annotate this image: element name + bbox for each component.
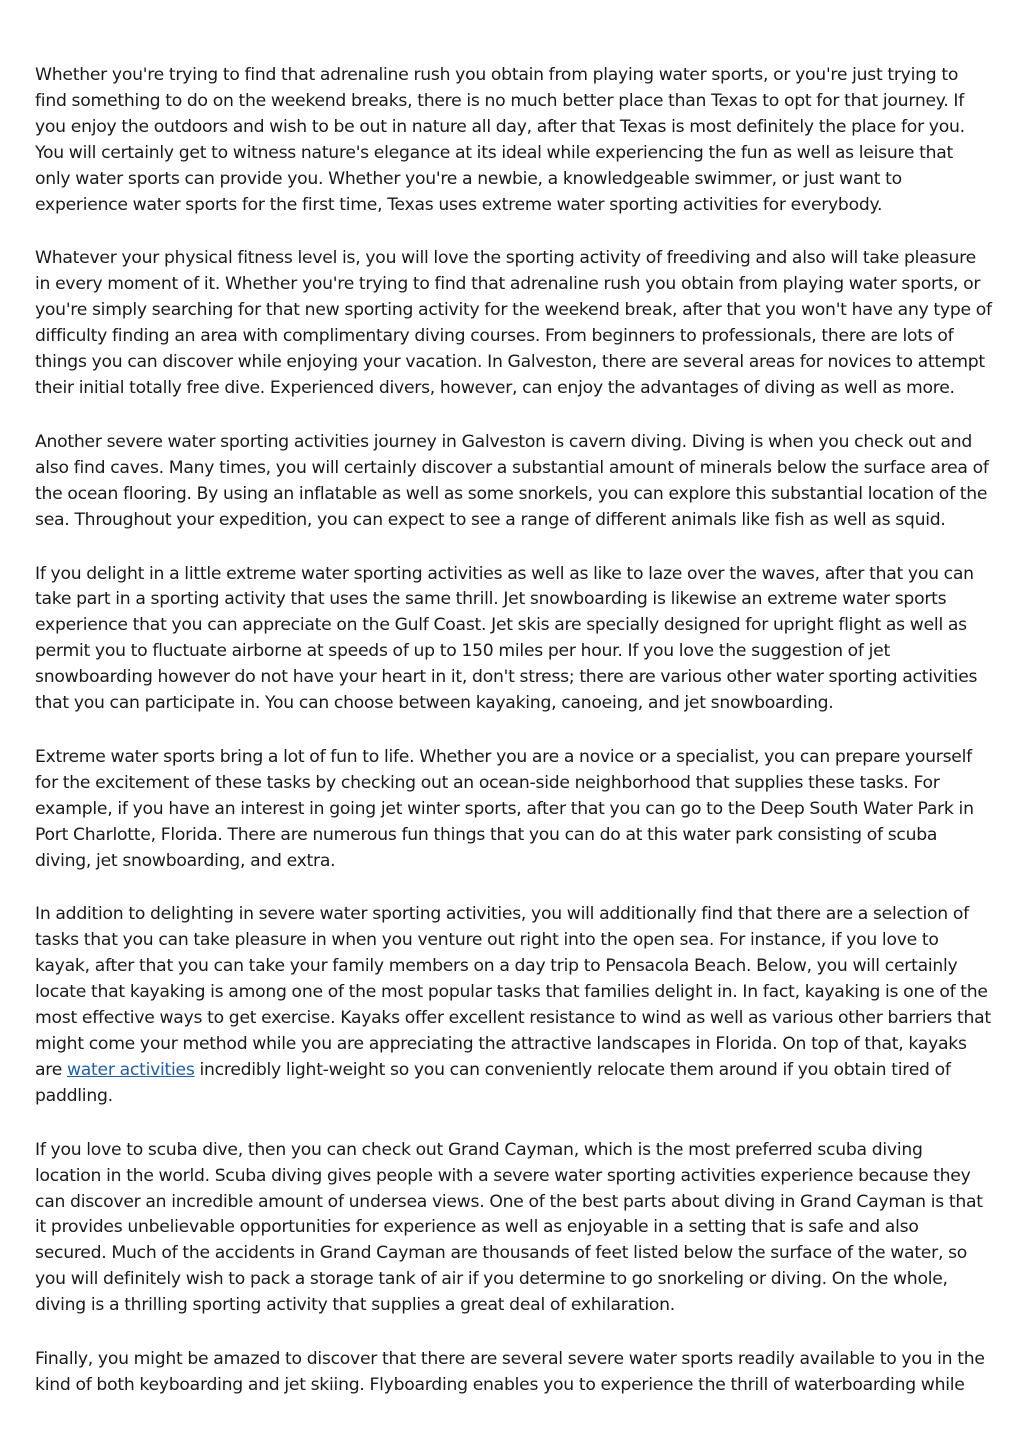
water-activities-link[interactable]: water activities bbox=[66, 1059, 195, 1080]
paragraph-6-text-after-link: incredibly light-weight so you can conveniently relocate them around if you obtain tired of paddling. bbox=[35, 1059, 951, 1106]
paragraph-1: Whether you're trying to find that adrenaline rush you obtain from playing water sports, or you're just trying to find something to do on the weekend breaks, there is no much better place than Texas to opt for that journey. If you enjoy the outdoors and wish to be out in nature all day, after that Texas is most definitely the place for you. You will certainly get to witness nature's elegance at its ideal while experiencing the fun as well as leisure that only water sports can provide you. Whether you're a newbie, a knowledgeable swimmer, or just want to experience water sports for the first time, Texas uses extreme water sporting activities for everybody. bbox=[35, 65, 965, 215]
paragraph-3: Another severe water sporting activities journey in Galveston is cavern diving. Diving is when you check out and also find caves. Many times, you will certainly discover a substantial amount of minerals below the surface area of the ocean flooring. By using an inflatable as well as some snorkels, you can explore this substantial location of the sea. Throughout your expedition, you can expect to see a range of different animals like fish as well as squid. bbox=[35, 431, 989, 530]
paragraph-4: If you delight in a little extreme water sporting activities as well as like to laze over the waves, after that you can take part in a sporting activity that uses the same thrill. Jet snowboarding is likewise an extreme water sports experience that you can appreciate on the Gulf Coast. Jet skis are specially designed for upright flight as well as permit you to fluctuate airborne at speeds of up to 150 miles per hour. If you love the suggestion of jet snowboarding however do not have your heart in it, don't stress; there are various other water sporting activities that you can participate in. You can choose between kayaking, canoeing, and jet snowboarding. bbox=[35, 563, 978, 714]
paragraph-8: Finally, you might be amazed to discover that there are several severe water sports readily available to you in the kind of both keyboarding and jet skiing. Flyboarding enables you to experience the thrill of waterboarding while bbox=[35, 1349, 985, 1395]
document-body bbox=[35, 63, 993, 1399]
paragraph-5: Extreme water sports bring a lot of fun to life. Whether you are a novice or a specialist, you can prepare yourself for the excitement of these tasks by checking out an ocean-side neighborhood that supplies these tasks. For example, if you have an interest in going jet winter sports, after that you can go to the Deep South Water Park in Port Charlotte, Florida. There are numerous fun things that you can do at this water park consisting of scuba diving, jet snowboarding, and extra. bbox=[35, 746, 974, 871]
paragraph-2: Whatever your physical fitness level is, you will love the sporting activity of freediving and also will take pleasure in every moment of it. Whether you're trying to find that adrenaline rush you obtain from playing water sports, or you're simply searching for that new sporting activity for the weekend break, after that you won't have any type of difficulty finding an area with complimentary diving courses. From beginners to professionals, there are lots of things you can discover while enjoying your vacation. In Galveston, there are several areas for novices to attempt their initial totally free dive. Experienced divers, however, can enjoy the advantages of diving as well as more. bbox=[35, 248, 992, 398]
paragraph-7: If you love to scuba dive, then you can check out Grand Cayman, which is the most preferred scuba diving location in the world. Scuba diving gives people with a severe water sporting activities experience because they can discover an incredible amount of undersea views. One of the best parts about diving in Grand Cayman is that it provides unbelievable opportunities for experience as well as enjoyable in a setting that is safe and also secured. Much of the accidents in Grand Cayman are thousands of feet listed below the surface of the water, so you will definitely wish to pack a storage tank of air if you determine to go snorkeling or diving. On the whole, diving is a thrilling sporting activity that supplies a great deal of exhilaration. bbox=[35, 1139, 983, 1316]
paragraph-6 bbox=[35, 902, 993, 1109]
paragraph-6-text-before-link: In addition to delighting in severe water sporting activities, you will additionally find that there are a selection of tasks that you can take pleasure in when you venture out right into the open sea. For instance, if you love to kayak, after that you can take your family members on a day trip to Pensacola Beach. Below, you will certainly locate that kayaking is among one of the most popular tasks that families delight in. In fact, kayaking is one of the most effective ways to get exercise. Kayaks offer excellent resistance to wind as well as various other barriers that might come your method while you are appreciating the attractive landscapes in Florida. On top of that, kayaks are bbox=[35, 904, 991, 1080]
